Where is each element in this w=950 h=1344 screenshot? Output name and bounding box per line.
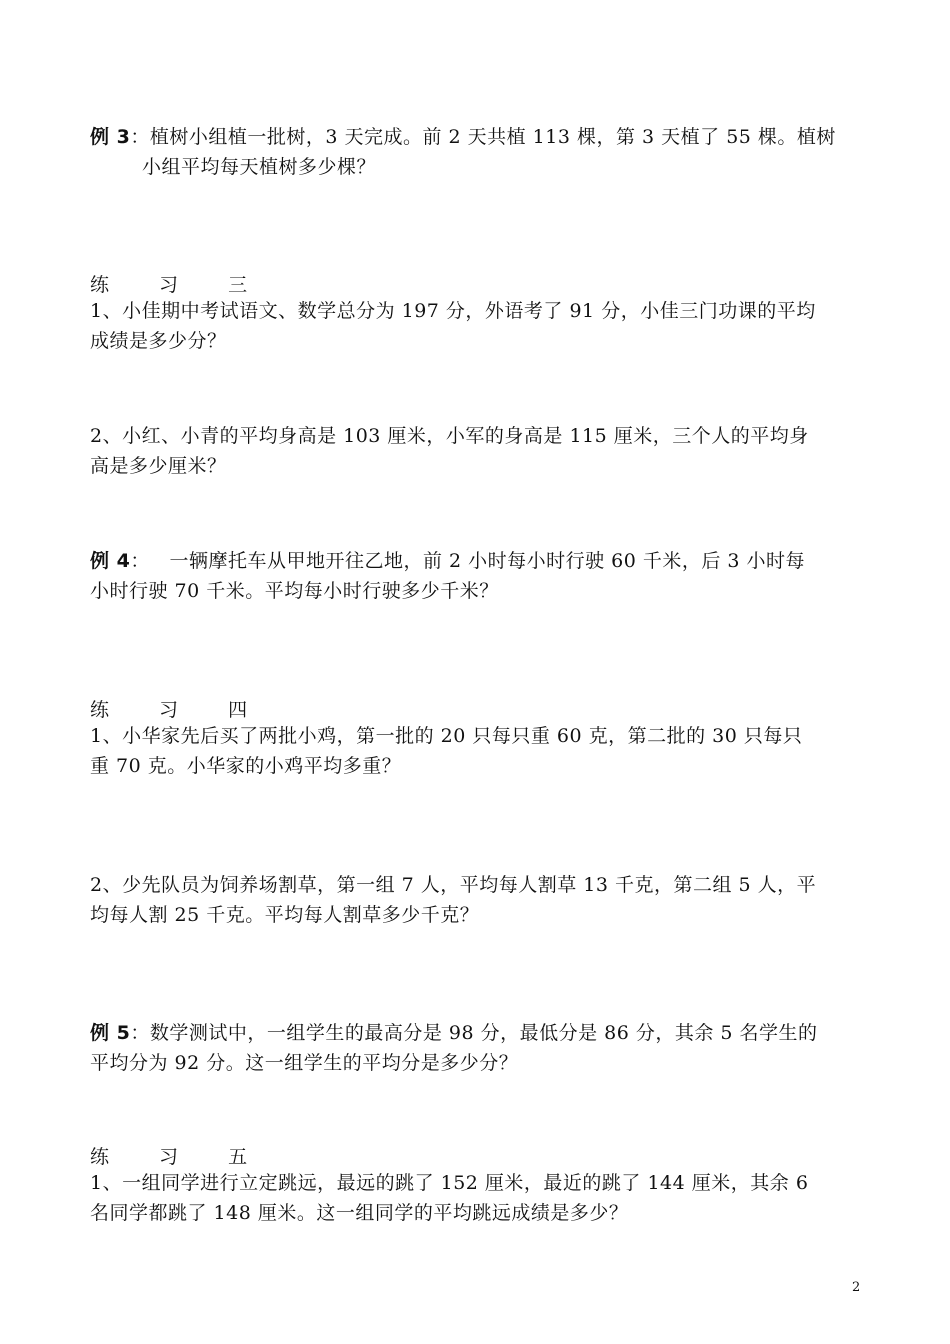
example-4-text-2: 小时行驶 70 千米。平均每小时行驶多少千米？ (90, 580, 499, 602)
practice-4-q2-line-1: 2、少先队员为饲养场割草，第一组 7 人，平均每人割草 13 千克，第二组 5 人，平 (90, 874, 817, 896)
practice-3-q2-line-1: 2、小红、小青的平均身高是 103 厘米，小军的身高是 115 厘米，三个人的平均身 (90, 425, 809, 447)
practice-4-q1-line-2: 重 70 克。小华家的小鸡平均多重？ (90, 755, 402, 777)
practice-3-question-2 (90, 421, 870, 481)
practice-4-q1-line-1: 1、小华家先后买了两批小鸡，第一批的 20 只每只重 60 克，第二批的 30 只每只 (90, 725, 803, 747)
example-4-text-1: ： 一辆摩托车从甲地开往乙地，前 2 小时每小时行驶 60 千米，后 3 小时每 (130, 550, 806, 572)
practice-4-heading: 练 习 四 (90, 699, 270, 721)
practice-3-q1-line-2: 成绩是多少分？ (90, 330, 227, 352)
practice-4-q2-line-2: 均每人割 25 千克。平均每人割草多少千克？ (90, 904, 480, 926)
practice-4-question-2 (90, 870, 870, 930)
practice-5-heading: 练 习 五 (90, 1146, 270, 1168)
practice-3-q1-line-1: 1、小佳期中考试语文、数学总分为 197 分，外语考了 91 分，小佳三门功课的平均 (90, 300, 816, 322)
example-3-label: 例 3 (90, 126, 131, 148)
practice-5-question-1 (90, 1168, 870, 1228)
example-5-label: 例 5 (90, 1022, 131, 1044)
example-3-line-1 (90, 122, 870, 152)
example-3-text-2: 小组平均每天植树多少棵？ (142, 156, 377, 178)
page-number: 2 (852, 1280, 861, 1295)
practice-3-question-1 (90, 296, 870, 356)
example-5-text-2: 平均分为 92 分。这一组学生的平均分是多少分？ (90, 1052, 519, 1074)
practice-4-question-1 (90, 721, 870, 781)
example-3 (90, 122, 870, 182)
example-5-text-1: ：数学测试中，一组学生的最高分是 98 分，最低分是 86 分，其余 5 名学生的 (130, 1022, 818, 1044)
example-3-text-1: ：植树小组植一批树，3 天完成。前 2 天共植 113 棵，第 3 天植了 55 棵。植树 (130, 126, 836, 148)
practice-3-heading: 练 习 三 (90, 274, 270, 296)
example-4 (90, 546, 870, 606)
example-5 (90, 1018, 870, 1078)
example-5-line-1 (90, 1018, 870, 1048)
practice-5-q1-line-2: 名同学都跳了 148 厘米。这一组同学的平均跳远成绩是多少？ (90, 1202, 629, 1224)
example-4-label: 例 4 (90, 550, 131, 572)
practice-5-q1-line-1: 1、一组同学进行立定跳远，最远的跳了 152 厘米，最近的跳了 144 厘米，其余 6 (90, 1172, 809, 1194)
example-4-line-1 (90, 546, 870, 576)
practice-3-q2-line-2: 高是多少厘米？ (90, 455, 227, 477)
